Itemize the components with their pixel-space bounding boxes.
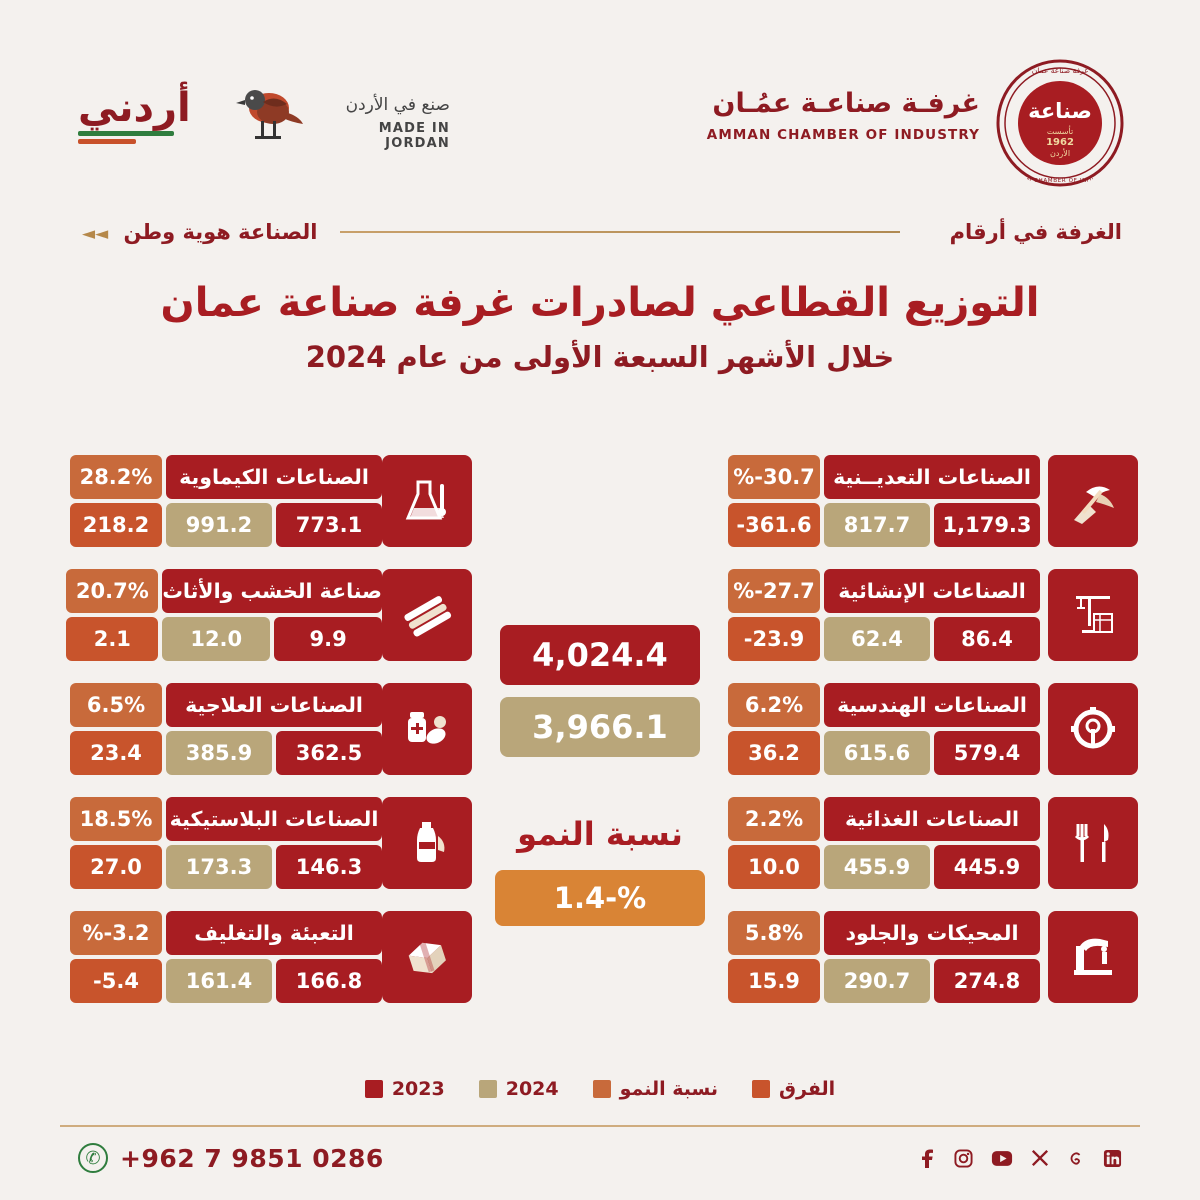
value-difference: 2.1	[66, 617, 158, 661]
made-in-jordan-english: MADE IN JORDAN	[378, 121, 450, 151]
value-2024: 455.9	[824, 845, 930, 889]
growth-pct: 5.8%	[728, 911, 820, 955]
sector-name: الصناعات التعديــنية	[824, 455, 1040, 499]
page-title: التوزيع القطاعي لصادرات غرفة صناعة عمان	[160, 280, 1040, 326]
value-2024: 991.2	[166, 503, 272, 547]
double-arrow-icon: ◄◄	[82, 224, 109, 244]
value-2023: 274.8	[934, 959, 1040, 1003]
sector-card-pharma	[62, 683, 472, 775]
sector-values	[66, 569, 382, 661]
growth-pct: 6.2%	[728, 683, 820, 727]
chamber-name-block	[707, 88, 980, 143]
sector-values	[70, 455, 382, 547]
total-2023: 4,024.4	[500, 625, 700, 685]
svg-text:AMMAN CHAMBER OF INDUSTRY: AMMAN CHAMBER OF INDUSTRY	[1007, 178, 1113, 184]
growth-pct: 30.7-%	[728, 455, 820, 499]
sector-cards	[0, 455, 1200, 1055]
instagram-icon[interactable]	[954, 1149, 973, 1168]
value-2024: 385.9	[166, 731, 272, 775]
growth-rate-value: 1.4-%	[495, 870, 705, 926]
sector-card-engineering	[728, 683, 1138, 775]
svg-text:صناعة: صناعة	[1028, 99, 1092, 123]
legend-swatch-2023	[365, 1080, 383, 1098]
ardny-logo-green-bar	[78, 131, 174, 136]
bird-icon	[233, 82, 305, 148]
sector-values	[728, 797, 1040, 889]
legend	[0, 1078, 1200, 1100]
chamber-name-arabic: غرفـة صناعـة عمُـان	[712, 88, 980, 119]
ardny-logo	[78, 85, 191, 144]
sector-card-plastics	[62, 797, 472, 889]
sector-card-food	[728, 797, 1138, 889]
value-difference: 15.9	[728, 959, 820, 1003]
plastic-bottle-icon	[382, 797, 472, 889]
value-2024: 290.7	[824, 959, 930, 1003]
sector-name: الصناعات الكيماوية	[166, 455, 382, 499]
sector-values	[70, 911, 382, 1003]
page-subtitle: خلال الأشهر السبعة الأولى من عام 2024	[305, 340, 895, 374]
sector-card-wood	[62, 569, 472, 661]
value-2024: 161.4	[166, 959, 272, 1003]
sector-name: الصناعات الهندسية	[824, 683, 1040, 727]
value-2023: 9.9	[274, 617, 382, 661]
sector-card-textiles	[728, 911, 1138, 1003]
growth-pct: 27.7-%	[728, 569, 820, 613]
value-2024: 12.0	[162, 617, 270, 661]
value-2023: 146.3	[276, 845, 382, 889]
wood-planks-icon	[382, 569, 472, 661]
legend-item-2024	[479, 1078, 559, 1100]
phone-number: +962 7 9851 0286	[120, 1143, 384, 1173]
legend-item-2023	[365, 1078, 445, 1100]
youtube-icon[interactable]	[991, 1150, 1013, 1167]
growth-pct: 3.2-%	[70, 911, 162, 955]
fork-knife-icon	[1048, 797, 1138, 889]
threads-icon[interactable]	[1067, 1149, 1085, 1168]
package-box-icon	[382, 911, 472, 1003]
legend-swatch-difference	[752, 1080, 770, 1098]
sector-name: الصناعات الإنشائية	[824, 569, 1040, 613]
gear-wrench-icon	[1048, 683, 1138, 775]
sector-card-chemicals	[62, 455, 472, 547]
legend-swatch-2024	[479, 1080, 497, 1098]
sector-values	[728, 911, 1040, 1003]
value-2023: 445.9	[934, 845, 1040, 889]
slogan-left	[82, 220, 317, 244]
growth-rate-label: نسبة النمو	[517, 815, 683, 853]
value-2024: 817.7	[824, 503, 930, 547]
facebook-icon[interactable]	[918, 1148, 936, 1168]
value-difference: 36.2	[728, 731, 820, 775]
growth-pct: 2.2%	[728, 797, 820, 841]
sector-name: صناعة الخشب والأثاث	[162, 569, 382, 613]
sector-values	[70, 683, 382, 775]
crane-icon	[1048, 569, 1138, 661]
sector-name: المحيكات والجلود	[824, 911, 1040, 955]
linkedin-icon[interactable]	[1103, 1149, 1122, 1168]
whatsapp-icon[interactable]: ✆	[78, 1143, 108, 1173]
sector-values	[70, 797, 382, 889]
value-2024: 615.6	[824, 731, 930, 775]
value-difference: 361.6-	[728, 503, 820, 547]
value-difference: 10.0	[728, 845, 820, 889]
growth-pct: 28.2%	[70, 455, 162, 499]
value-difference: 27.0	[70, 845, 162, 889]
value-2024: 62.4	[824, 617, 930, 661]
flask-icon	[382, 455, 472, 547]
sector-name: التعبئة والتغليف	[166, 911, 382, 955]
growth-pct: 6.5%	[70, 683, 162, 727]
legend-swatch-growth	[593, 1080, 611, 1098]
value-2023: 773.1	[276, 503, 382, 547]
x-icon[interactable]	[1031, 1149, 1049, 1167]
value-difference: 218.2	[70, 503, 162, 547]
total-2024: 3,966.1	[500, 697, 700, 757]
value-difference: 23.9-	[728, 617, 820, 661]
sector-name: الصناعات العلاجية	[166, 683, 382, 727]
sector-card-mining	[728, 455, 1138, 547]
sector-values	[728, 569, 1040, 661]
mining-pickaxe-icon	[1048, 455, 1138, 547]
slogan-right: الغرفة في أرقام	[949, 220, 1122, 244]
value-difference: 23.4	[70, 731, 162, 775]
made-in-jordan-block	[310, 95, 450, 151]
sector-card-construction	[728, 569, 1138, 661]
legend-label-2024: 2024	[505, 1078, 559, 1100]
sector-name: الصناعات الغذائية	[824, 797, 1040, 841]
ardny-logo-label: أردني	[78, 85, 191, 131]
sector-values	[728, 683, 1040, 775]
legend-item-difference	[752, 1078, 835, 1100]
ardny-logo-orange-bar	[78, 139, 136, 144]
contact-phone[interactable]	[78, 1143, 384, 1173]
sewing-machine-icon	[1048, 911, 1138, 1003]
header	[0, 0, 1200, 200]
legend-item-growth	[593, 1078, 718, 1100]
made-in-jordan-arabic: صنع في الأردن	[345, 95, 450, 115]
svg-text:1962: 1962	[1046, 137, 1074, 148]
legend-label-difference: الفرق	[779, 1078, 836, 1100]
value-2024: 173.3	[166, 845, 272, 889]
sector-name: الصناعات البلاستيكية	[166, 797, 382, 841]
value-2023: 86.4	[934, 617, 1040, 661]
footer-divider	[60, 1125, 1140, 1127]
legend-label-growth: نسبة النمو	[619, 1078, 719, 1100]
title-block	[0, 280, 1200, 374]
pills-bottle-icon	[382, 683, 472, 775]
value-2023: 362.5	[276, 731, 382, 775]
svg-text:غرفة صناعة عمان: غرفة صناعة عمان	[1031, 66, 1089, 75]
sector-values	[728, 455, 1040, 547]
chamber-name-english: AMMAN CHAMBER OF INDUSTRY	[706, 127, 980, 143]
growth-pct: 20.7%	[66, 569, 158, 613]
value-2023: 166.8	[276, 959, 382, 1003]
sector-column-right	[728, 455, 1138, 1025]
value-difference: 5.4-	[70, 959, 162, 1003]
sector-card-packaging	[62, 911, 472, 1003]
svg-text:الأردن: الأردن	[1049, 149, 1071, 158]
chamber-seal-logo	[995, 58, 1125, 188]
header-divider	[340, 231, 900, 233]
slogan-left-label: الصناعة هوية وطن	[123, 220, 318, 244]
legend-label-2023: 2023	[391, 1078, 445, 1100]
social-links[interactable]	[918, 1148, 1122, 1168]
value-2023: 579.4	[934, 731, 1040, 775]
value-2023: 1,179.3	[934, 503, 1040, 547]
svg-text:تأسست: تأسست	[1046, 127, 1074, 136]
subheader-row	[0, 212, 1200, 252]
growth-pct: 18.5%	[70, 797, 162, 841]
sector-column-left	[62, 455, 472, 1025]
